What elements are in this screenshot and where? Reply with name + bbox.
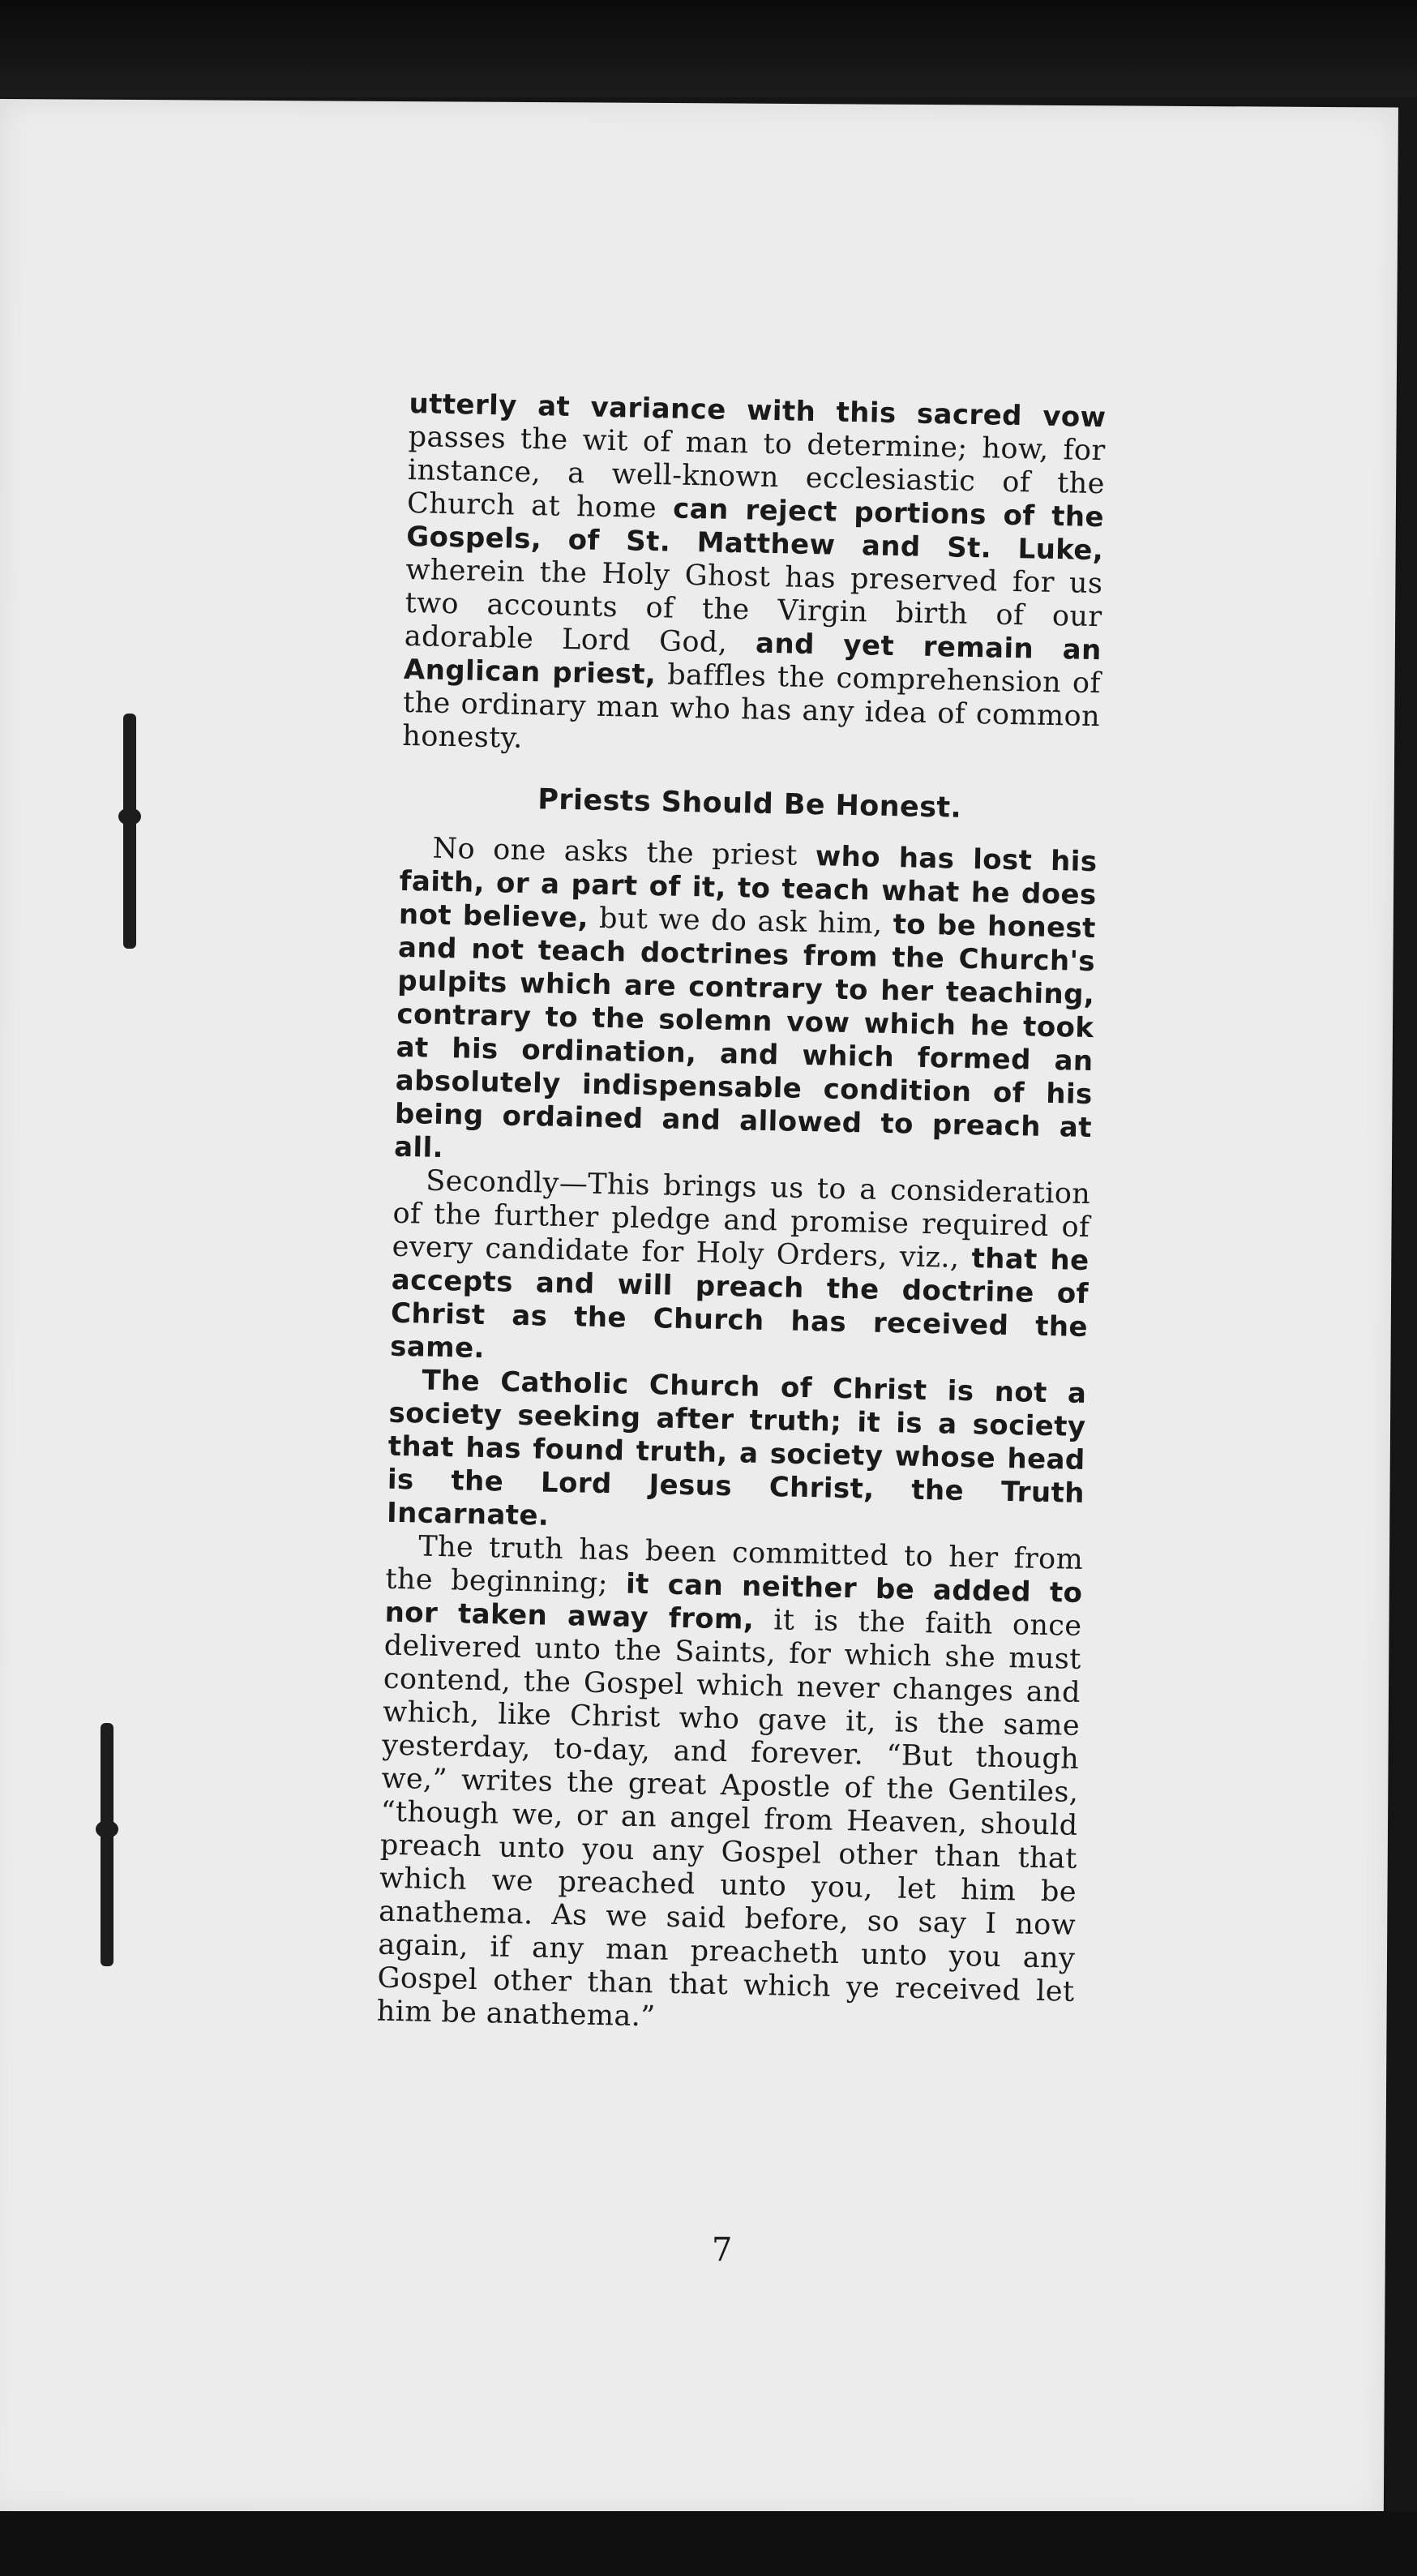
paragraph-secondly: [390, 1164, 1091, 1378]
intro-text-2: wherein the Holy Ghost has preserved for us two accounts of the Virgin birth of our adorable Lord God,: [404, 553, 1103, 660]
p2-text-1: No one asks the priest: [432, 832, 816, 873]
p5-text-2: it is the faith once delivered unto the Saints, for which she must contend, the Gospel which never changes and which, like Christ who gave it, is the same yesterday, to-day, and forever. “But though we,” writes the great Apostle of the Gentiles, “though we, or an angel from Heaven, should preach unto you any Gospel other than that which we preached unto you, let him be anathema. As we said before, so say I now again, if any man preacheth unto you any Gospel other than that which ye received let him be anathema.”: [376, 1603, 1082, 2034]
p5-text-1: The truth has been committed to her from the beginning;: [385, 1530, 1084, 1601]
paragraph-truth: [376, 1530, 1083, 2042]
intro-bold-1: utterly at variance with this sacred vow: [409, 388, 1107, 435]
paragraph-honesty: [394, 832, 1098, 1178]
p5-bold: it can neither be added to nor taken away from,: [384, 1567, 1083, 1636]
p3-text: Secondly—This brings us to a consideration of the further pledge and promise required of every candidate for Holy Orders, viz.,: [392, 1164, 1091, 1275]
p2-bold-1: who has lost his faith, or a part of it, to teach what he does not believe,: [398, 840, 1098, 935]
p2-text-2: but we do ask him,: [588, 902, 894, 941]
p2-bold-2: to be honest and not teach doctrines from the Church's pulpits which are contrary to her teaching, contrary to the solemn vow which he took at his ordination, and which formed an absolutely indispensable condition of his being ordained and allowed to preach at all.: [393, 908, 1097, 1165]
intro-text-3: baffles the comprehension of the ordinary man who has any idea of common honesty.: [401, 658, 1102, 755]
paragraph-catholic-church: The Catholic Church of Christ is not a society seeking after truth; it is a society that has found truth, a society whose head is the Lord Jesus Christ, the Truth Incarnate.: [386, 1364, 1087, 1532]
scan-top-edge: [0, 0, 1417, 97]
section-heading: Priests Should Be Honest.: [537, 783, 962, 825]
binding-mark-lower: [101, 1723, 113, 1966]
intro-bold-2: can reject portions of the Gospels, of St. Matthew and St. Luke,: [405, 492, 1105, 568]
p3-bold: that he accepts and will preach the doctrine of Christ as the Church has received the same.: [389, 1242, 1090, 1365]
intro-bold-3: and yet remain an Anglican priest,: [403, 627, 1102, 692]
page-number: 7: [712, 2231, 733, 2269]
binding-mark-upper: [123, 714, 136, 949]
scan-bottom-edge: [0, 2511, 1417, 2576]
paragraph-intro: [402, 388, 1107, 767]
intro-text-1: passes the wit of man to determine; how, for instance, a well-known ecclesiastic of the Church at home: [406, 420, 1107, 525]
page-text: [376, 388, 1106, 2042]
